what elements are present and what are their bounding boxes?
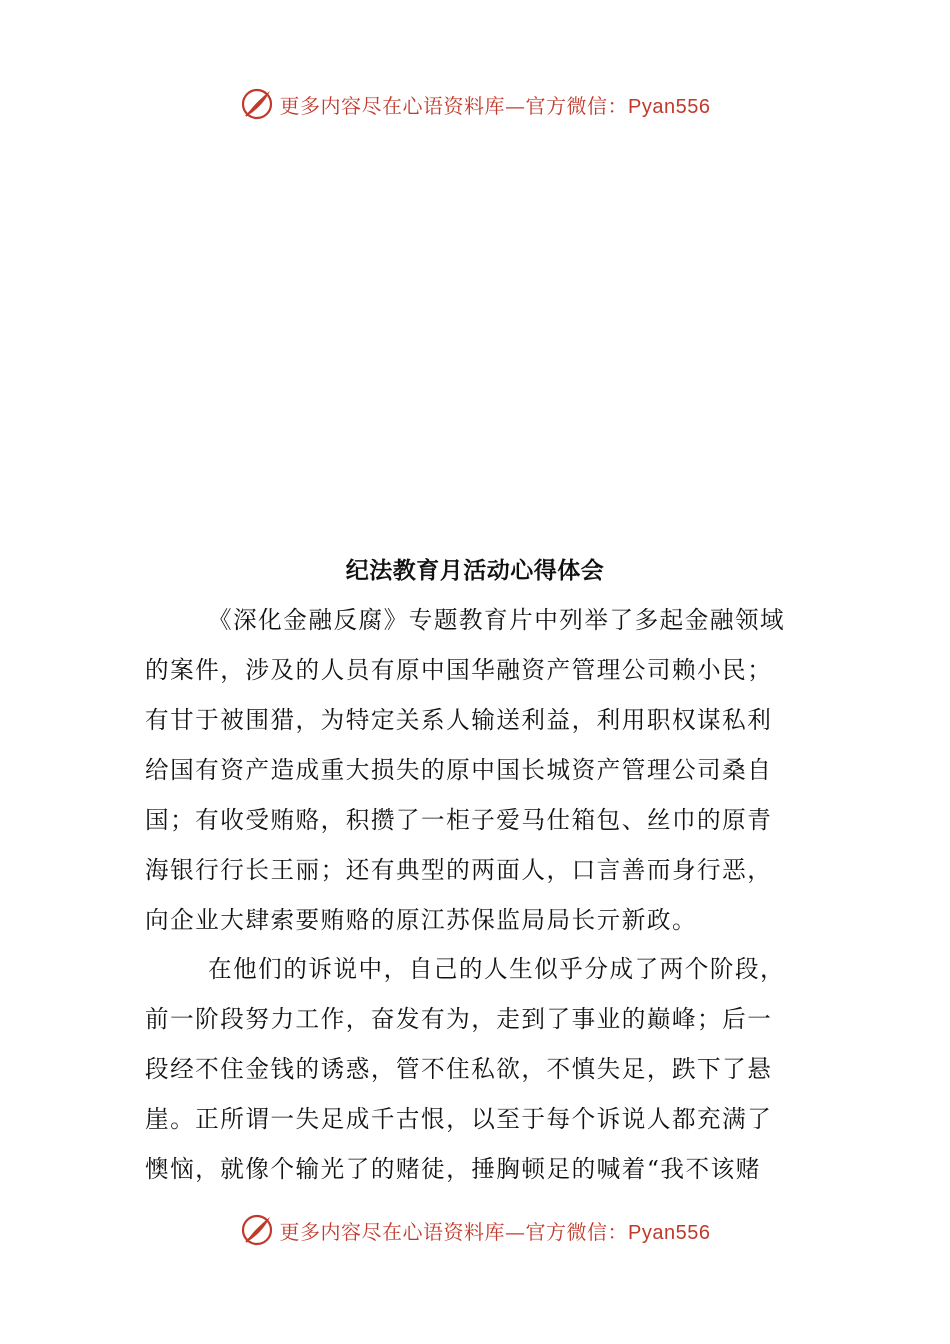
paragraph-line: 崖。正所谓一失足成千古恨，以至于每个诉说人都充满了 [145, 1105, 773, 1133]
banner-wechat-label: 官方微信： [525, 93, 629, 118]
paragraph-line: 国；有收受贿赂，积攒了一柜子爱马仕箱包、丝巾的原青 [145, 806, 773, 834]
header-banner [0, 84, 950, 124]
paragraph-line: 段经不住金钱的诱惑，管不住私欲，不慎失足，跌下了悬 [145, 1055, 773, 1083]
banner-text [280, 1216, 711, 1245]
paragraph-line: 前一阶段努力工作，奋发有为，走到了事业的巅峰；后一 [145, 1005, 773, 1033]
banner-separator: — [505, 93, 526, 118]
paragraph-1 [145, 595, 810, 945]
banner-wechat-id: Pyan556 [628, 1221, 711, 1244]
paragraph-line: 的案件，涉及的人员有原中国华融资产管理公司赖小民； [145, 656, 773, 684]
banner-wechat-id: Pyan556 [628, 95, 711, 118]
paragraph-line: 向企业大肆索要贿赂的原江苏保监局局长亓新政。 [145, 906, 698, 934]
paragraph-line: 有甘于被围猎，为特定关系人输送利益，利用职权谋私利 [145, 706, 773, 734]
paragraph-line: 海银行行长王丽；还有典型的两面人，口言善而身行恶， [145, 856, 773, 884]
paragraph-line: 在他们的诉说中，自己的人生似乎分成了两个阶段， [208, 955, 786, 983]
paragraph-line: 懊恼，就像个输光了的赌徒，捶胸顿足的喊着“我不该赌 [145, 1155, 761, 1183]
banner-wechat-label: 官方微信： [525, 1219, 629, 1244]
banner-slogan: 更多内容尽在心语资料库 [279, 1219, 506, 1244]
banner-slogan: 更多内容尽在心语资料库 [279, 93, 506, 118]
banner-separator: — [505, 1219, 526, 1244]
paragraph-2 [145, 944, 810, 1194]
paragraph-line: 给国有资产造成重大损失的原中国长城资产管理公司桑自 [145, 756, 773, 784]
banner-text [280, 90, 711, 119]
quill-pen-logo-icon [240, 1213, 274, 1247]
document-title: 纪法教育月活动心得体会 [345, 558, 605, 584]
quill-pen-logo-icon [240, 87, 274, 121]
paragraph-line: 《深化金融反腐》专题教育片中列举了多起金融领域 [208, 606, 786, 634]
footer-banner [0, 1210, 950, 1250]
